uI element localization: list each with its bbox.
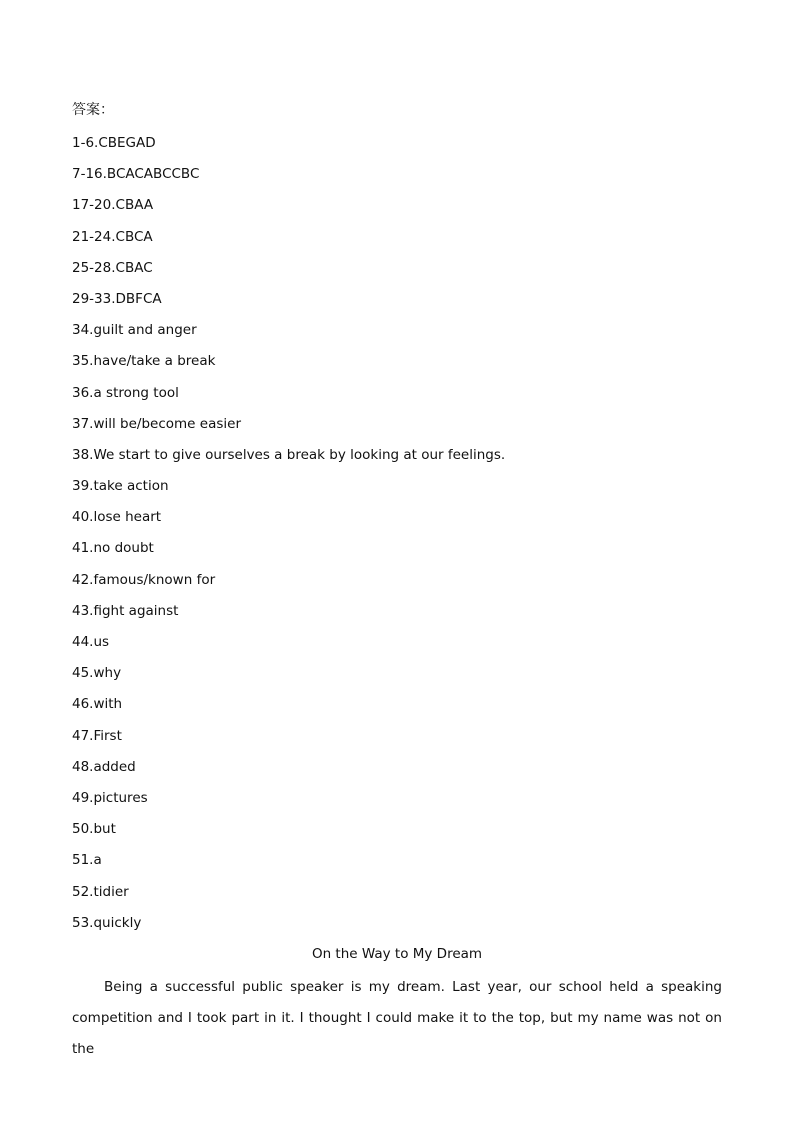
answer-item: 35.have/take a break xyxy=(72,353,216,370)
answer-item: 46.with xyxy=(72,696,123,713)
answer-item: 52.tidier xyxy=(72,883,129,900)
answer-item: 43.fight against xyxy=(72,602,179,619)
answer-item: 44.us xyxy=(72,634,110,650)
answer-list xyxy=(72,133,722,944)
answer-item: 34.guilt and anger xyxy=(72,322,197,339)
answer-item: 48.added xyxy=(72,758,136,775)
answer-item: 1-6.CBEGAD xyxy=(72,135,156,151)
answer-item: 47.First xyxy=(72,727,122,744)
answer-item: 49.pictures xyxy=(72,789,148,806)
answer-item: 36.a strong tool xyxy=(72,384,179,401)
answer-item: 42.famous/known for xyxy=(72,571,216,588)
answer-item: 38.We start to give ourselves a break by looking at our feelings. xyxy=(72,446,506,463)
answer-item: 21-24.CBCA xyxy=(72,228,153,245)
answer-item: 40.lose heart xyxy=(72,509,162,526)
answer-item: 51.a xyxy=(72,852,102,869)
answer-item: 50.but xyxy=(72,821,116,838)
essay-title: On the Way to My Dream xyxy=(311,946,483,962)
answer-heading: 答案： xyxy=(72,102,114,118)
answer-item: 39.take action xyxy=(72,478,169,495)
answer-item: 45.why xyxy=(72,665,122,682)
answer-item: 29-33.DBFCA xyxy=(72,290,162,307)
answer-item: 25-28.CBAC xyxy=(72,259,153,276)
answer-item: 53.quickly xyxy=(72,914,142,931)
answer-item: 7-16.BCACABCCBC xyxy=(72,166,200,183)
answer-item: 41.no doubt xyxy=(72,540,154,557)
essay-paragraph: Being a successful public speaker is my dream. Last year, our school held a speaking competition and I took part in it. I thought I could make it to the top, but my name was not on the xyxy=(72,979,722,1057)
answer-item: 37.will be/become easier xyxy=(72,415,242,432)
answer-item: 17-20.CBAA xyxy=(72,197,154,214)
